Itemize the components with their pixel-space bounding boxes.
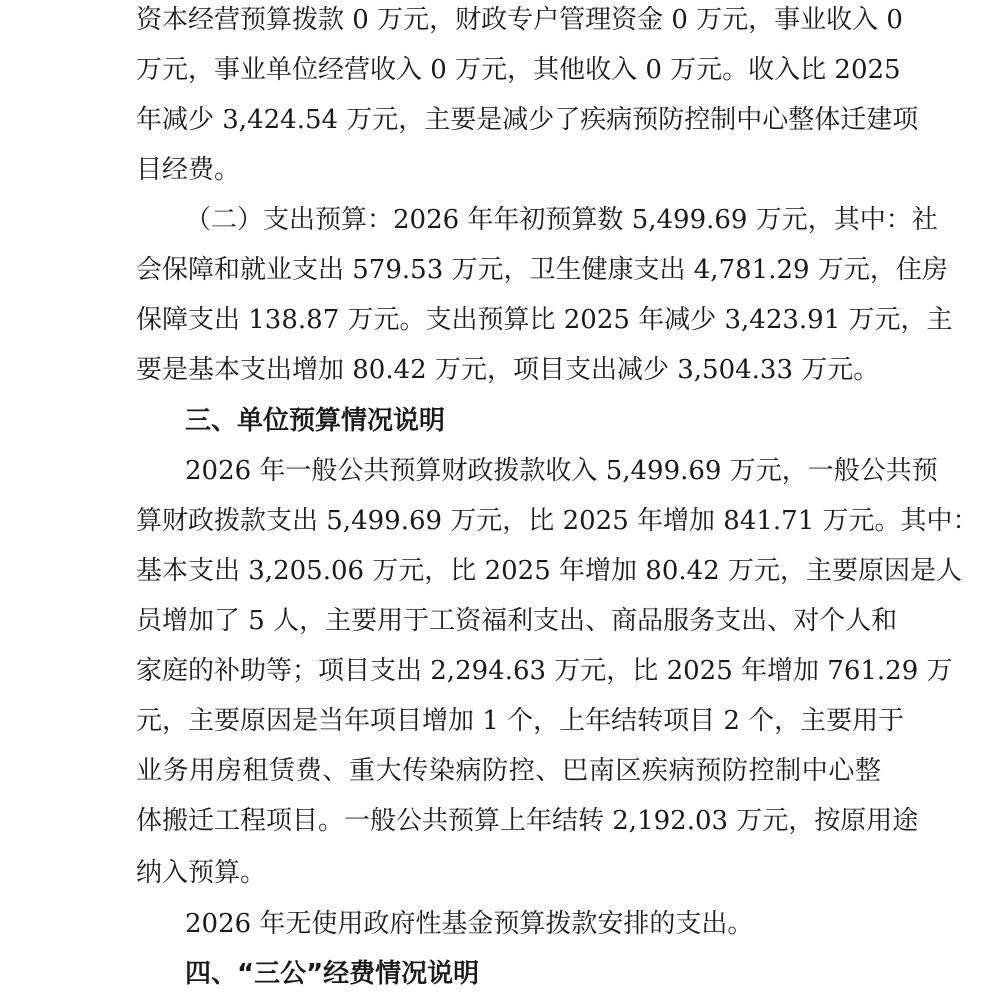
paragraph-line: 资本经营预算拨款 0 万元，财政专户管理资金 0 万元，事业收入 0 <box>136 5 903 35</box>
paragraph-line: 年减少 3,424.54 万元，主要是减少了疾病预防控制中心整体迁建项 <box>136 105 919 135</box>
paragraph-line: 会保障和就业支出 579.53 万元，卫生健康支出 4,781.29 万元，住房 <box>136 255 948 285</box>
paragraph-line: 体搬迁工程项目。一般公共预算上年结转 2,192.03 万元，按原用途 <box>136 806 919 836</box>
section-heading: 四、“三公”经费情况说明 <box>185 959 480 989</box>
paragraph-line: （二）支出预算：2026 年年初预算数 5,499.69 万元，其中：社 <box>185 205 938 235</box>
paragraph-line: 要是基本支出增加 80.42 万元，项目支出减少 3,504.33 万元。 <box>136 355 880 385</box>
paragraph-line: 万元，事业单位经营收入 0 万元，其他收入 0 万元。收入比 2025 <box>136 55 901 85</box>
paragraph-line: 基本支出 3,205.06 万元，比 2025 年增加 80.42 万元，主要原因是人 <box>136 556 962 586</box>
paragraph-line: 2026 年一般公共预算财政拨款收入 5,499.69 万元，一般公共预 <box>185 456 938 486</box>
paragraph-line: 目经费。 <box>136 155 241 185</box>
paragraph-line: 元，主要原因是当年项目增加 1 个，上年结转项目 2 个，主要用于 <box>136 706 905 736</box>
paragraph-line: 算财政拨款支出 5,499.69 万元，比 2025 年增加 841.71 万元。其中： <box>136 506 979 536</box>
paragraph-line: 纳入预算。 <box>136 858 267 888</box>
paragraph-line: 保障支出 138.87 万元。支出预算比 2025 年减少 3,423.91 万元，主 <box>136 305 953 335</box>
paragraph-line: 2026 年无使用政府性基金预算拨款安排的支出。 <box>185 909 754 939</box>
paragraph-line: 员增加了 5 人，主要用于工资福利支出、商品服务支出、对个人和 <box>136 606 898 636</box>
section-heading: 三、单位预算情况说明 <box>185 406 446 436</box>
paragraph-line: 业务用房租赁费、重大传染病防控、巴南区疾病预防控制中心整 <box>136 756 881 786</box>
paragraph-line: 家庭的补助等；项目支出 2,294.63 万元，比 2025 年增加 761.29 万 <box>136 656 953 686</box>
